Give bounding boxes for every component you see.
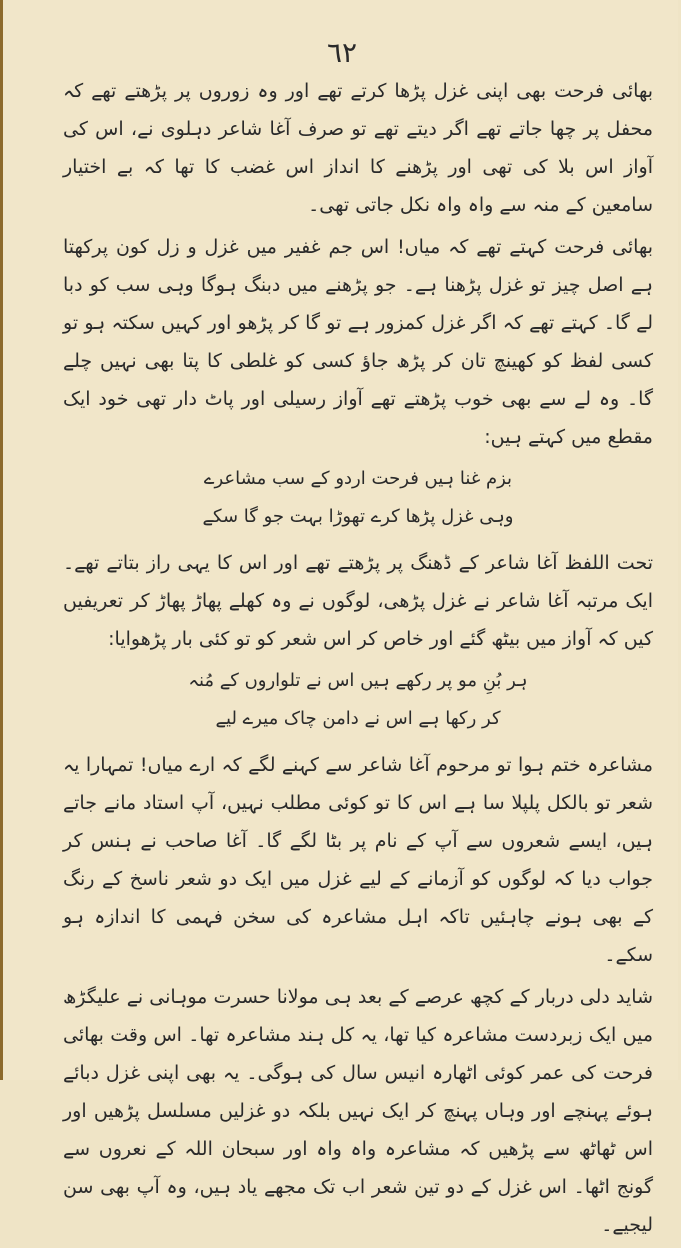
paragraph: بھائی فرحت کہتے تھے کہ میاں! اس جم غفیر میں غزل و زل کون پرکھتا ہے اصل چیز تو غزل پڑھنا ہے۔ جو پڑھنے میں دبنگ ہوگا وہی سب کو دبا لے گا۔ کہتے تھے کہ اگر غزل کمزور ہے تو گا کر پڑھو اور کہیں سکتہ ہو تو کسی لفظ کو کھینچ تان کر پڑھ جاؤ کسی کو غلطی کا پتا بھی نہیں چلے گا۔ وہ لے سے بھی خوب پڑھتے تھے آواز رسیلی اور پاٹ دار تھی خود ایک مقطع میں کہتے ہیں: xyxy=(63,236,653,448)
verse-line: کر رکھا ہے اس نے دامن چاک میرے لیے xyxy=(215,708,501,729)
verse-line: وہی غزل پڑھا کرے تھوڑا بہت جو گا سکے xyxy=(202,506,514,527)
couplet xyxy=(63,460,653,536)
paragraph: بھائی فرحت بھی اپنی غزل پڑھا کرتے تھے اور وہ زوروں پر پڑھتے تھے کہ محفل پر چھا جاتے تھے اگر دیتے تھے تو صرف آغا شاعر دہلوی نے، اس کی آواز اس بلا کی تھی اور پڑھنے کا انداز اس غضب کا تھا کہ بے اختیار سامعین کے منہ سے واہ واہ نکل جاتی تھی۔ xyxy=(63,80,653,216)
page-number: ٦٢ xyxy=(326,36,358,69)
page-body xyxy=(63,72,653,1248)
paragraph: تحت اللفظ آغا شاعر کے ڈھنگ پر پڑھتے تھے اور اس کا یہی راز بتاتے تھے۔ ایک مرتبہ آغا شاعر نے غزل پڑھی، لوگوں نے وہ کھلے پھاڑ پھاڑ کر تعریفیں کیں کہ آواز میں بیٹھ گئے اور خاص کر اس شعر کو تو کئی بار پڑھوایا: xyxy=(63,552,653,650)
paragraph: مشاعرہ ختم ہوا تو مرحوم آغا شاعر سے کہنے لگے کہ ارے میاں! تمہارا یہ شعر تو بالکل پلپلا سا ہے اس کا تو کوئی مطلب نہیں، آپ استاد مانے جاتے ہیں، ایسے شعروں سے آپ کے نام پر بٹا لگے گا۔ آغا صاحب نے ہنس کر جواب دیا کہ لوگوں کو آزمانے کے لیے غزل میں ایک دو شعر ناسخ کے رنگ کے بھی ہونے چاہئیں تاکہ اہل مشاعرہ کی سخن فہمی کا اندازہ ہو سکے۔ xyxy=(63,754,653,966)
verse-line: ہر بُنِ مو پر رکھے ہیں اس نے تلواروں کے مُنہ xyxy=(188,670,528,691)
couplet xyxy=(63,662,653,738)
paragraph: شاید دلی دربار کے کچھ عرصے کے بعد ہی مولانا حسرت موہانی نے علیگڑھ میں ایک زبردست مشاعرہ کیا تھا، یہ کل ہند مشاعرہ تھا۔ اس وقت بھائی فرحت کی عمر کوئی اٹھارہ انیس سال کی ہوگی۔ یہ بھی اپنی غزل دبائے ہوئے پہنچے اور وہاں پہنچ کر ایک نہیں بلکہ دو غزلیں مسلسل پڑھیں اور اس ٹھاٹھ سے پڑھیں کہ مشاعرہ واہ واہ اور سبحان اللہ کے نعروں سے گونج اٹھا۔ اس غزل کے دو تین شعر اب تک مجھے یاد ہیں، وہ آپ بھی سن لیجیے۔ xyxy=(63,986,653,1236)
verse-line: بزم غنا ہیں فرحت اردو کے سب مشاعرے xyxy=(203,468,513,489)
